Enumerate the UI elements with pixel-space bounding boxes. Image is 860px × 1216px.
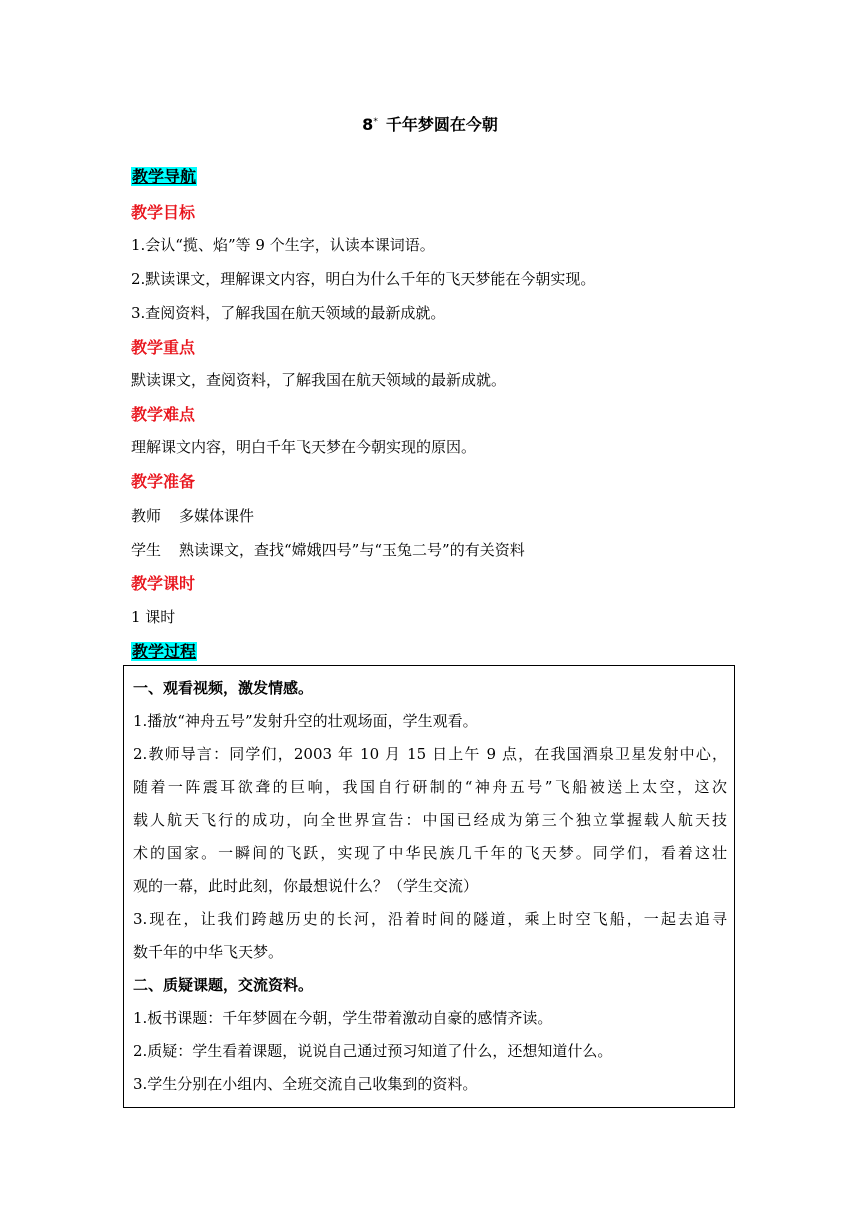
key-points-heading: 教学重点 — [131, 338, 196, 357]
goal-item: 2.默读课文，理解课文内容，明白为什么千年的飞天梦能在今朝实现。 — [131, 270, 596, 288]
lesson-title — [0, 112, 860, 135]
difficulties-heading: 教学难点 — [131, 405, 196, 424]
goal-item: 1.会认“揽、焰”等 9 个生字，认读本课词语。 — [131, 236, 435, 254]
process-line: 1.板书课题：千年梦圆在今朝，学生带着激动自豪的感情齐读。 — [133, 1009, 553, 1027]
process-line: 载人航天飞行的成功，向全世界宣告：中国已经成为第三个独立掌握载人航天技 — [133, 811, 727, 829]
teaching-goals-heading: 教学目标 — [131, 203, 196, 222]
process-line: 1.播放“神舟五号”发射升空的壮观场面，学生观看。 — [133, 712, 478, 730]
key-points-text: 默读课文，查阅资料，了解我国在航天领域的最新成就。 — [131, 371, 507, 389]
difficulties-text: 理解课文内容，明白千年飞天梦在今朝实现的原因。 — [131, 438, 477, 456]
teaching-nav-heading: 教学导航 — [132, 167, 197, 186]
process-line: 数千年的中华飞天梦。 — [133, 943, 284, 961]
class-hours-heading: 教学课时 — [131, 574, 196, 593]
process-line: 3.现在，让我们跨越历史的长河，沿着时间的隧道，乘上时空飞船，一起去追寻 — [133, 910, 727, 928]
teaching-process-heading: 教学过程 — [132, 642, 197, 661]
prep-text: 熟读课文，查找“嫦娥四号”与“玉兔二号”的有关资料 — [179, 541, 525, 559]
teaching-process-box — [123, 665, 735, 1108]
process-section-heading: 一、观看视频，激发情感。 — [133, 679, 314, 697]
prep-item — [131, 539, 525, 560]
process-section-heading: 二、质疑课题，交流资料。 — [133, 976, 314, 994]
class-hours-text: 1 课时 — [131, 608, 176, 626]
lesson-asterisk: * — [373, 117, 378, 127]
process-line: 2.教师导言：同学们，2003 年 10 月 15 日上午 9 点，在我国酒泉卫星发射中心， — [133, 745, 727, 763]
process-line: 3.学生分别在小组内、全班交流自己收集到的资料。 — [133, 1075, 478, 1093]
process-line: 随着一阵震耳欲聋的巨响，我国自行研制的“神舟五号”飞船被送上太空，这次 — [133, 778, 727, 796]
prep-item — [131, 505, 254, 526]
lesson-number: 8 — [362, 115, 374, 134]
goal-item: 3.查阅资料，了解我国在航天领域的最新成就。 — [131, 304, 446, 322]
process-line: 术的国家。一瞬间的飞跃，实现了中华民族几千年的飞天梦。同学们，看着这壮 — [133, 844, 727, 862]
prep-role: 教师 — [131, 507, 162, 525]
prep-text: 多媒体课件 — [179, 507, 255, 525]
process-line: 2.质疑：学生看着课题，说说自己通过预习知道了什么，还想知道什么。 — [133, 1042, 613, 1060]
preparation-heading: 教学准备 — [131, 472, 196, 491]
lesson-title-text: 千年梦圆在今朝 — [385, 115, 498, 134]
process-line: 观的一幕，此时此刻，你最想说什么？（学生交流） — [133, 877, 479, 895]
prep-role: 学生 — [131, 541, 162, 559]
